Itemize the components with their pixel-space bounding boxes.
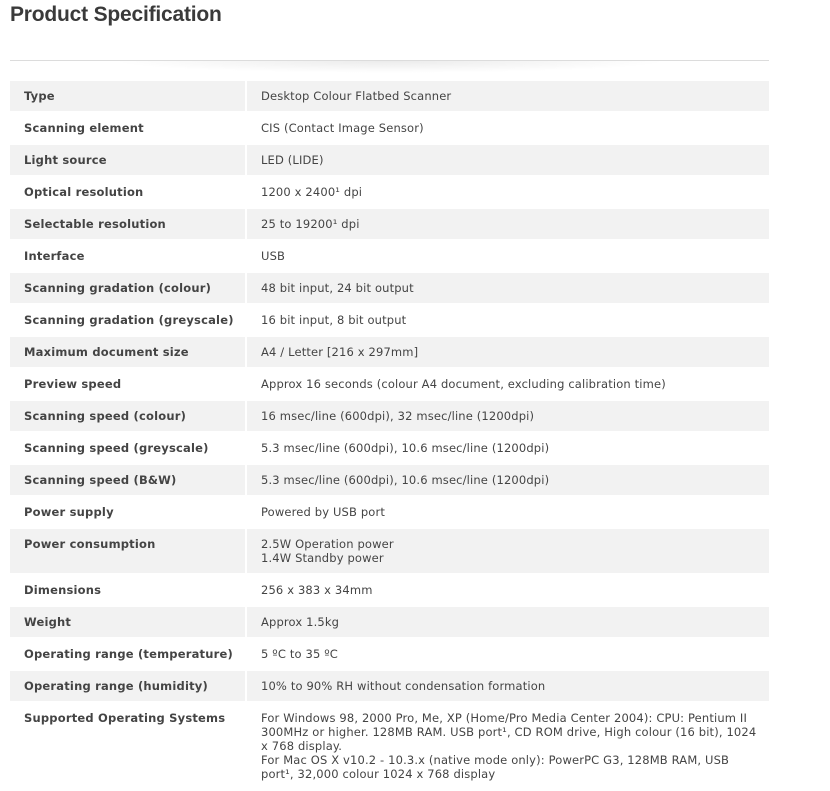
spec-value-line: 25 to 19200¹ dpi: [261, 217, 360, 231]
spec-row: [10, 607, 769, 639]
spec-row: [10, 529, 769, 575]
spec-value-line: 48 bit input, 24 bit output: [261, 281, 414, 295]
spec-label: Power consumption: [10, 529, 245, 575]
spec-label: Preview speed: [10, 369, 245, 401]
spec-row: [10, 465, 769, 497]
spec-value: [245, 529, 769, 575]
spec-row: [10, 241, 769, 273]
spec-label: Scanning gradation (greyscale): [10, 305, 245, 337]
spec-row: [10, 145, 769, 177]
spec-value-line: 16 msec/line (600dpi), 32 msec/line (1200dpi): [261, 409, 535, 423]
spec-label: Type: [10, 81, 245, 113]
spec-value-line: CIS (Contact Image Sensor): [261, 121, 424, 135]
spec-value: [245, 369, 769, 401]
spec-row: [10, 369, 769, 401]
spec-value-line: Desktop Colour Flatbed Scanner: [261, 89, 452, 103]
spec-label: Scanning speed (greyscale): [10, 433, 245, 465]
spec-value: [245, 639, 769, 671]
spec-value-line: 5 ºC to 35 ºC: [261, 647, 338, 661]
spec-value-line: 5.3 msec/line (600dpi), 10.6 msec/line (1200dpi): [261, 473, 550, 487]
spec-label: Scanning speed (B&W): [10, 465, 245, 497]
spec-table: [10, 81, 769, 791]
spec-value-line: 1.4W Standby power: [261, 551, 384, 565]
spec-row: [10, 401, 769, 433]
spec-label: Optical resolution: [10, 177, 245, 209]
spec-value: [245, 575, 769, 607]
spec-value: [245, 241, 769, 273]
spec-row: [10, 305, 769, 337]
spec-value: [245, 671, 769, 703]
spec-value-line: Approx 16 seconds (colour A4 document, excluding calibration time): [261, 377, 666, 391]
spec-label: Selectable resolution: [10, 209, 245, 241]
spec-row: [10, 177, 769, 209]
spec-row: [10, 703, 769, 791]
spec-label: Scanning speed (colour): [10, 401, 245, 433]
spec-value: [245, 433, 769, 465]
spec-value-line: 1200 x 2400¹ dpi: [261, 185, 363, 199]
spec-row: [10, 497, 769, 529]
spec-value: [245, 337, 769, 369]
spec-label: Operating range (humidity): [10, 671, 245, 703]
spec-value-line: 10% to 90% RH without condensation formation: [261, 679, 546, 693]
divider-shadow: [110, 61, 670, 73]
spec-value: [245, 81, 769, 113]
spec-row: [10, 81, 769, 113]
spec-value: [245, 465, 769, 497]
spec-value: [245, 305, 769, 337]
spec-row: [10, 671, 769, 703]
spec-value-line: For Mac OS X v10.2 - 10.3.x (native mode only): PowerPC G3, 128MB RAM, USB port¹, 32,000 colour 1024 x 768 display: [261, 753, 730, 781]
spec-value-line: Powered by USB port: [261, 505, 385, 519]
spec-value: [245, 113, 769, 145]
spec-label: Dimensions: [10, 575, 245, 607]
spec-value-line: LED (LIDE): [261, 153, 324, 167]
spec-row: [10, 273, 769, 305]
spec-value: [245, 497, 769, 529]
spec-value: [245, 401, 769, 433]
spec-label: Operating range (temperature): [10, 639, 245, 671]
spec-value: [245, 177, 769, 209]
page-title: Product Specification: [10, 3, 222, 26]
spec-row: [10, 113, 769, 145]
spec-value: [245, 273, 769, 305]
spec-row: [10, 575, 769, 607]
spec-value: [245, 209, 769, 241]
spec-value: [245, 703, 769, 791]
spec-value-line: A4 / Letter [216 x 297mm]: [261, 345, 419, 359]
spec-label: Light source: [10, 145, 245, 177]
spec-row: [10, 337, 769, 369]
spec-row: [10, 639, 769, 671]
spec-label: Scanning gradation (colour): [10, 273, 245, 305]
spec-label: Supported Operating Systems: [10, 703, 245, 791]
spec-row: [10, 433, 769, 465]
spec-label: Weight: [10, 607, 245, 639]
spec-table-body: [10, 81, 769, 791]
spec-label: Maximum document size: [10, 337, 245, 369]
spec-value-line: For Windows 98, 2000 Pro, Me, XP (Home/Pro Media Center 2004): CPU: Pentium II 300MHz or higher. 128MB RAM. USB port¹, CD ROM drive, High colour (16 bit), 1024 x 768 display.: [261, 711, 757, 753]
spec-label: Power supply: [10, 497, 245, 529]
spec-value: [245, 607, 769, 639]
spec-value-line: USB: [261, 249, 286, 263]
spec-value-line: 256 x 383 x 34mm: [261, 583, 373, 597]
spec-value-line: Approx 1.5kg: [261, 615, 340, 629]
spec-value-line: 16 bit input, 8 bit output: [261, 313, 407, 327]
spec-label: Scanning element: [10, 113, 245, 145]
spec-value-line: 2.5W Operation power: [261, 537, 394, 551]
spec-row: [10, 209, 769, 241]
spec-value: [245, 145, 769, 177]
spec-label: Interface: [10, 241, 245, 273]
spec-value-line: 5.3 msec/line (600dpi), 10.6 msec/line (1200dpi): [261, 441, 550, 455]
